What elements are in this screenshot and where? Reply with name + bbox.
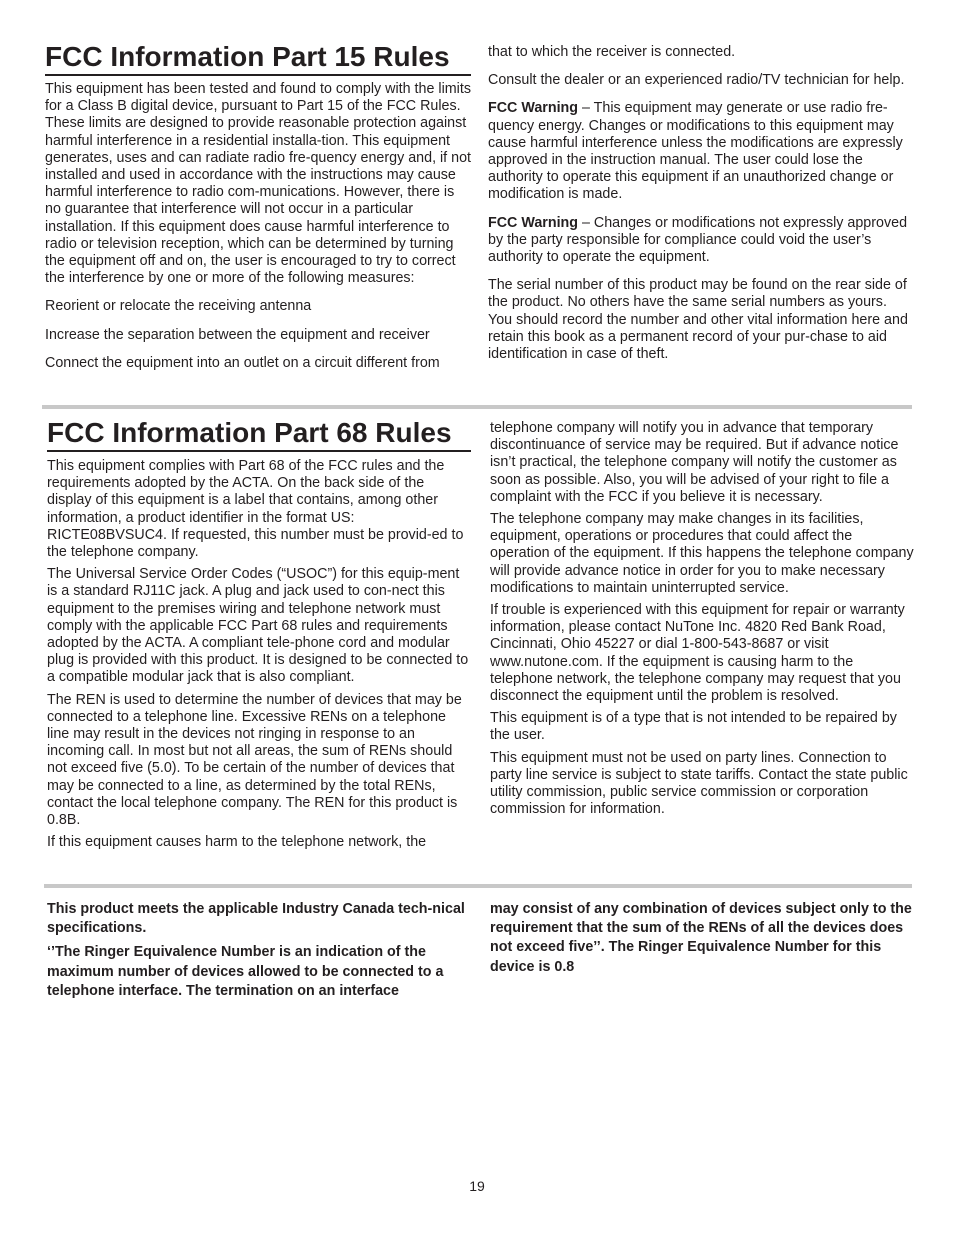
part68-left-column bbox=[47, 418, 471, 851]
part15-warning-2 bbox=[488, 215, 914, 267]
part15-measure-reorient: Reorient or relocate the receiving antenna bbox=[45, 298, 312, 315]
industry-canada-right-column bbox=[490, 900, 914, 977]
warning-text: – Changes or modifications not expressly approved by the party responsible for compliance could void the user’s authority to operate the equipment. bbox=[488, 214, 908, 266]
part15-left-column bbox=[45, 42, 471, 372]
part68-changes-paragraph: The telephone company may make changes in its facilities, equipment, operations or procedures that could affect the operation of the equipment. If this happens the telephone company will provide advance notice in order for you to make necessary modifications to maintain uninterrupted service. bbox=[490, 511, 914, 596]
part68-ren-paragraph: The REN is used to determine the number of devices that may be connected to a telephone line. Excessive RENs on a telephone line may result in the devices not ringing in response to an incoming call. In most but not all areas, the sum of RENs should not exceed five (5.0). To be certain of the number of devices that may be connected to a line, as determined by the total RENs, contact the local telephone company. The REN for this product is 0.8B. bbox=[47, 691, 462, 829]
part68-notice-paragraph: telephone company will notify you in advance that temporary discontinuance of service may be required. But if advance notice isn’t practical, the telephone company will notify the customer as soon as possible. Also, you will be advised of your right to file a complaint with the FCC if you believe it is necessary. bbox=[490, 420, 899, 505]
part15-consult-dealer: Consult the dealer or an experienced radio/TV technician for help. bbox=[488, 72, 905, 89]
industry-canada-ren-continued: may consist of any combination of devices subject only to the requirement that the sum of the RENs of all the devices does not exceed five’’. The Ringer Equivalence Number for this device is 0.8 bbox=[490, 901, 912, 975]
industry-canada-spec-paragraph: This product meets the applicable Industry Canada tech-nical specifications. bbox=[47, 901, 465, 937]
part68-harm-paragraph: If this equipment causes harm to the telephone network, the bbox=[47, 834, 427, 851]
part15-measure-outlet: Connect the equipment into an outlet on a circuit different from bbox=[45, 354, 440, 371]
part68-repair-contact-paragraph: If trouble is experienced with this equipment for repair or warranty information, please contact NuTone Inc. 4820 Red Bank Road, Cincinnati, Ohio 45227 or dial 1-800-543-8687 or visit www.nutone.com. If the equipment is causing harm to the telephone network, the telephone company may request that you disconnect the equipment until the problem is resolved. bbox=[490, 602, 905, 705]
section-divider bbox=[42, 405, 912, 409]
industry-canada-left-column bbox=[47, 900, 473, 1001]
part15-warning-1 bbox=[488, 100, 914, 203]
warning-label: FCC Warning bbox=[488, 214, 579, 231]
warning-text: – This equipment may generate or use radio fre-quency energy. Changes or modifications to this equipment may cause harmful interference unless the modifications are expressly approved in the instruction manual. The user could lose the authority to operate this equipment if an unauthorized change or modification is made. bbox=[488, 100, 903, 203]
part68-compliance-paragraph: This equipment complies with Part 68 of the FCC rules and the requirements adopted by the ACTA. On the back side of the display of this equipment is a label that contains, among other information, a product identifier in the format US: RICTE08BVSUC4. If requested, this number must be provid-ed to the telephone company. bbox=[47, 458, 464, 561]
part15-intro-paragraph: This equipment has been tested and found to comply with the limits for a Class B digital device, pursuant to Part 15 of the FCC Rules. These limits are designed to provide reasonable protection against harmful interference in a residential installa-tion. This equipment generates, uses and can radiate radio fre-quency energy and, if not installed and used in accordance with the instructions may cause harmful interference to radio com-munications. However, there is no guarantee that interference will not occur in a particular installation. If this equipment does cause harmful interference to radio or television reception, which can be determined by turning the equipment off and on, the user is encouraged to try to correct the interference by one or more of the following measures: bbox=[45, 81, 472, 287]
part68-usoc-paragraph: The Universal Service Order Codes (“USOC”) for this equip-ment is a standard RJ11C jack. A plug and jack used to con-nect this equipment to the premises wiring and telephone network must comply with the applicable FCC Part 68 rules and requirements adopted by the ACTA. A compliant tele-phone cord and modular plug is provided with this product. It is designed to be connected to a compatible modular jack that is also compliant. bbox=[47, 566, 469, 686]
part15-serial-number-note: The serial number of this product may be found on the rear side of the product. No others have the same serial numbers as yours. You should record the number and other vital information here and retain this book as a permanent record of your pur-chase to aid identification in case of theft. bbox=[488, 277, 908, 363]
part15-measure-separation: Increase the separation between the equipment and receiver bbox=[45, 326, 430, 343]
section-divider bbox=[44, 884, 912, 888]
part15-heading: FCC Information Part 15 Rules bbox=[45, 42, 471, 76]
warning-label: FCC Warning bbox=[488, 100, 579, 117]
industry-canada-ren-paragraph: ‘’The Ringer Equivalence Number is an indication of the maximum number of devices allowed to be connected to a telephone interface. The termination on an interface bbox=[47, 944, 444, 999]
part15-receiver-line: that to which the receiver is connected. bbox=[488, 44, 736, 60]
part68-party-lines-paragraph: This equipment must not be used on party lines. Connection to party line service is subject to state tariffs. Contact the state public utility commission, public service commission or corporation commission for information. bbox=[490, 749, 908, 818]
part68-not-repairable-paragraph: This equipment is of a type that is not intended to be repaired by the user. bbox=[490, 710, 897, 744]
part68-heading: FCC Information Part 68 Rules bbox=[47, 418, 471, 452]
part15-right-column bbox=[488, 44, 914, 363]
page-number: 19 bbox=[469, 1178, 485, 1194]
part68-right-column bbox=[490, 420, 915, 818]
